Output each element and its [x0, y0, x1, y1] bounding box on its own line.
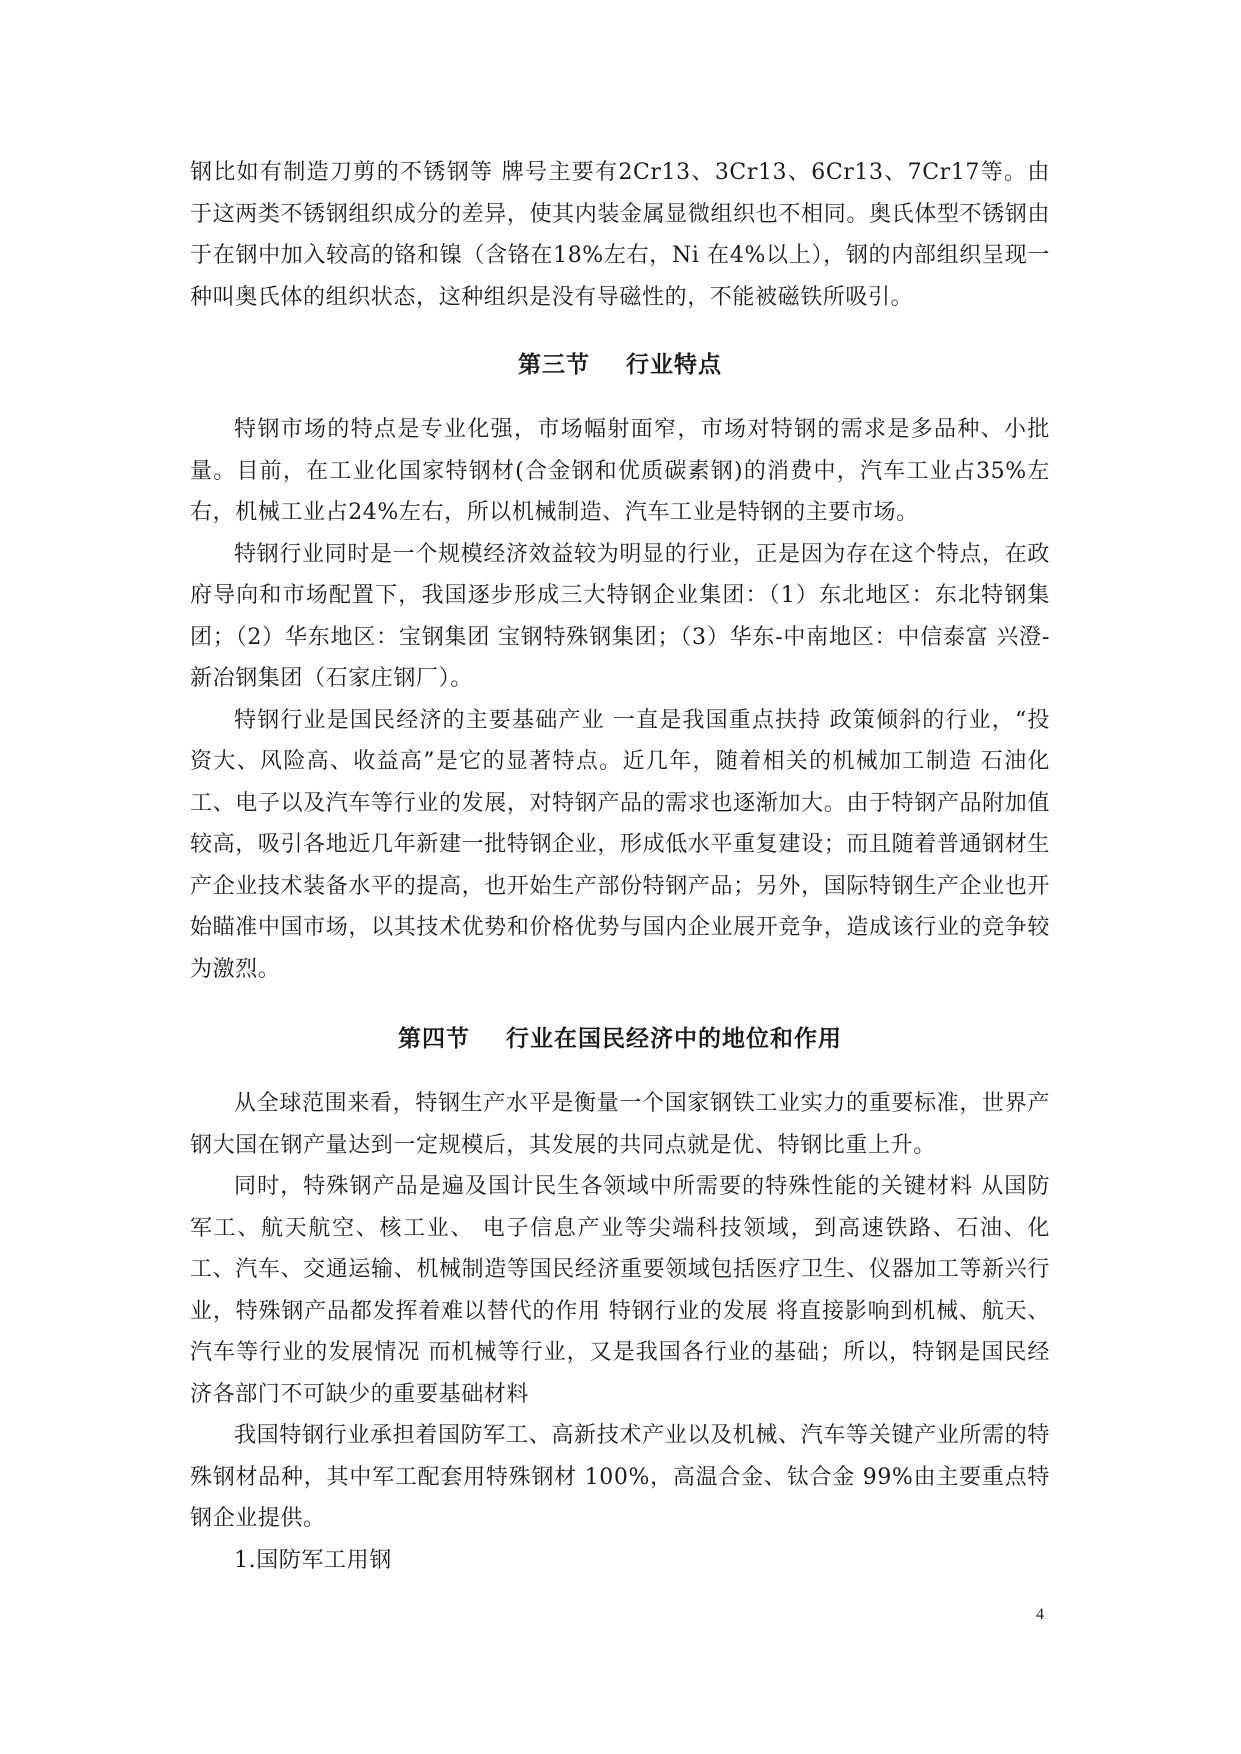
section-3-heading: 第三节 行业特点	[517, 352, 723, 378]
section-4-list-item: 1.国防军工用钢	[234, 1547, 392, 1573]
section-4-heading: 第四节 行业在国民经济中的地位和作用	[397, 1026, 843, 1052]
page-number: 4	[1036, 1606, 1044, 1623]
page-content	[190, 152, 1050, 1581]
section-3-paragraph-2: 特钢行业同时是一个规模经济效益较为明显的行业，正是因为存在这个特点，在政府导向和市场配置下，我国逐步形成三大特钢企业集团：（1）东北地区：东北特钢集团；（2）华东地区：宝钢集团 宝钢特殊钢集团；（3）华东-中南地区：中信泰富 兴澄-新冶钢集团（石家庄钢厂）。	[190, 541, 1050, 691]
section-4-paragraph-3: 我国特钢行业承担着国防军工、高新技术产业以及机械、汽车等关键产业所需的特殊钢材品种，其中军工配套用特殊钢材 100%，高温合金、钛合金 99%由主要重点特钢企业提供。	[190, 1423, 1050, 1531]
section-3-paragraph-1: 特钢市场的特点是专业化强，市场幅射面窄，市场对特钢的需求是多品种、小批量。目前，在工业化国家特钢材(合金钢和优质碳素钢)的消费中，汽车工业占35%左右，机械工业占24%左右，所以机械制造、汽车工业是特钢的主要市场。	[190, 417, 1050, 525]
intro-paragraph: 钢比如有制造刀剪的不锈钢等 牌号主要有2Cr13、3Cr13、6Cr13、7Cr17等。由于这两类不锈钢组织成分的差异，使其内装金属显微组织也不相同。奥氏体型不锈钢由于在钢中加入较高的铬和镍（含铬在18%左右，Ni 在4%以上），钢的内部组织呈现一种叫奥氏体的组织状态，这种组织是没有导磁性的，不能被磁铁所吸引。	[190, 160, 1050, 310]
section-4-paragraph-1: 从全球范围来看，特钢生产水平是衡量一个国家钢铁工业实力的重要标准，世界产钢大国在钢产量达到一定规模后，其发展的共同点就是优、特钢比重上升。	[190, 1091, 1050, 1158]
section-3-paragraph-3: 特钢行业是国民经济的主要基础产业 一直是我国重点扶持 政策倾斜的行业，“投资大、风险高、收益高”是它的显著特点。近几年，随着相关的机械加工制造 石油化工、电子以及汽车等行业的发展，对特钢产品的需求也逐渐加大。由于特钢产品附加值较高，吸引各地近几年新建一批特钢企业，形成低水平重复建设；而且随着普通钢材生产企业技术装备水平的提高，也开始生产部份特钢产品；另外，国际特钢生产企业也开始瞄准中国市场，以其技术优势和价格优势与国内企业展开竞争，造成该行业的竞争较为激烈。	[190, 707, 1050, 982]
section-4-paragraph-2: 同时，特殊钢产品是遍及国计民生各领域中所需要的特殊性能的关键材料 从国防军工、航天航空、核工业、 电子信息产业等尖端科技领域，到高速铁路、石油、化工、汽车、交通运输、机械制造等国民经济重要领域包括医疗卫生、仪器加工等新兴行业，特殊钢产品都发挥着难以替代的作用 特钢行业的发展 将直接影响到机械、航天、汽车等行业的发展情况 而机械等行业，又是我国各行业的基础；所以，特钢是国民经济各部门不可缺少的重要基础材料	[190, 1174, 1050, 1407]
